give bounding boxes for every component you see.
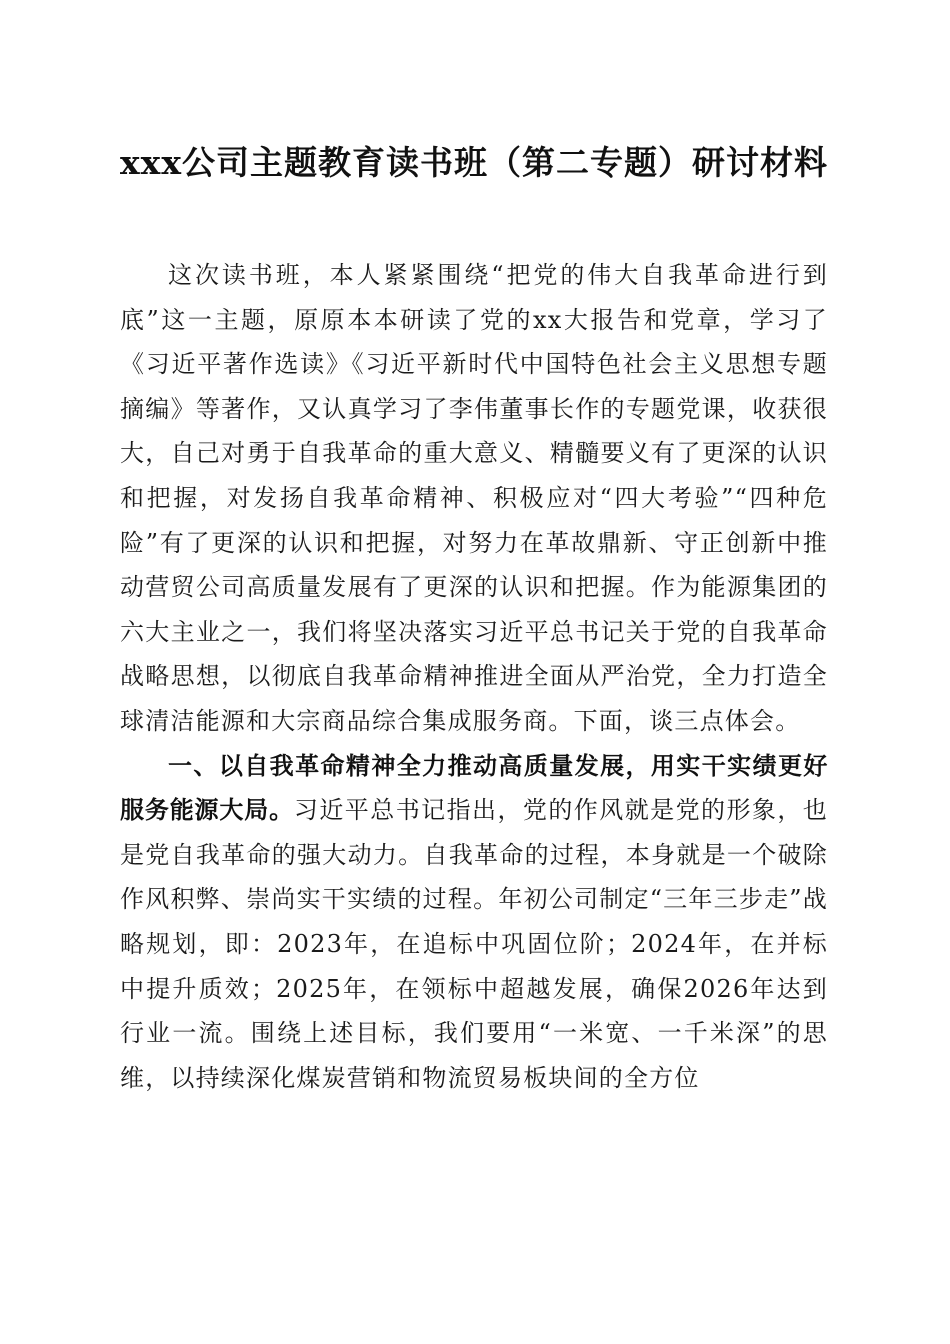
section-one-text: 习近平总书记指出，党的作风就是党的形象，也是党自我革命的强大动力。自我革命的过程，本身就是一个破除作风积弊、崇尚实干实绩的过程。年初公司制定“三年三步走”战略规划，即：2023年，在追标中巩固位阶；2024年，在并标中提升质效；2025年，在领标中超越发展，确保2026年达到行业一流。围绕上述目标，我们要用“一米宽、一千米深”的思维，以持续深化煤炭营销和物流贸易板块间的全方位 <box>120 796 829 1092</box>
intro-paragraph <box>120 253 828 744</box>
document-title: xxx公司主题教育读书班（第二专题）研讨材料 <box>119 143 829 182</box>
intro-paragraph-text: 这次读书班，本人紧紧围绕“把党的伟大自我革命进行到底”这一主题，原原本本研读了党的xx大报告和党章，学习了《习近平著作选读》《习近平新时代中国特色社会主义思想专题摘编》等著作，又认真学习了李伟董事长作的专题党课，收获很大，自己对勇于自我革命的重大意义、精髓要义有了更深的认识和把握，对发扬自我革命精神、积极应对“四大考验”“四种危险”有了更深的认识和把握，对努力在革故鼎新、守正创新中推动营贸公司高质量发展有了更深的认识和把握。作为能源集团的六大主业之一，我们将坚决落实习近平总书记关于党的自我革命战略思想，以彻底自我革命精神推进全面从严治党，全力打造全球清洁能源和大宗商品综合集成服务商。下面，谈三点体会。 <box>120 261 828 735</box>
section-one-heading: 一、以自我革命精神全力推动高质量发展，用实干实绩更好服务能源大局。 <box>120 751 828 825</box>
document-body <box>120 253 828 1100</box>
section-one-paragraph <box>120 744 828 1101</box>
